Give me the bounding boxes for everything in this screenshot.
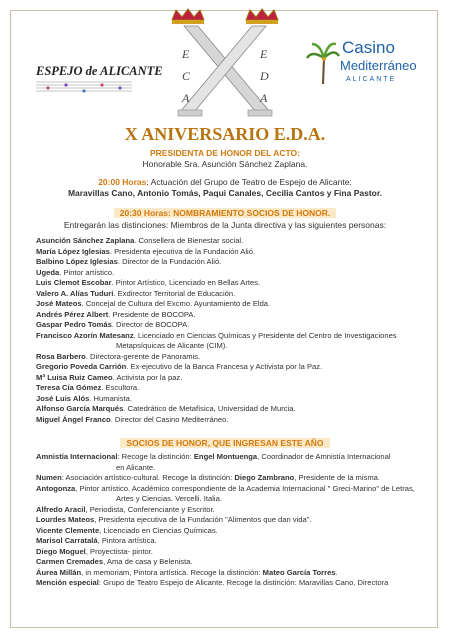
actuacion-line — [0, 177, 450, 187]
presenter-row — [36, 373, 431, 384]
presenter-desc: . Catedrático de Metafísica, Universidad de Murcia. — [123, 404, 296, 413]
crossed-pillars-icon — [178, 26, 272, 116]
socio-desc: , Periodista, Conferenciante y Escritor. — [85, 504, 215, 514]
casino-word: Casino — [342, 38, 395, 57]
socio-row — [36, 515, 431, 526]
presenter-row — [36, 257, 431, 268]
presenter-desc: . Ex-ejecutivo de la Banca Francesa y Activista por la Paz. — [126, 362, 323, 371]
nombramiento-intro: Entregarán las distinciones: Miembros de la Junta directiva y las siguientes personas: — [63, 220, 387, 230]
presenter-name: María López Iglesias — [36, 246, 110, 256]
presenter-desc: . Escultora. — [101, 383, 140, 392]
socios-band — [0, 438, 450, 448]
socio-desc-tail: , Presidente de la misma. — [294, 473, 380, 482]
presenter-row — [36, 278, 431, 289]
socio-name: Marisol Carratalá — [36, 536, 98, 545]
socio-name: Carmen Cremades — [36, 557, 104, 566]
socio-desc: , Pintor artístico. Académico correspondiente de la Academia Internacional " Greci-Marino" de Letras, — [75, 483, 415, 493]
presenter-name: Gregorio Poveda Carrión — [36, 362, 127, 371]
letter-a-right: A — [260, 91, 268, 105]
socios-list — [36, 452, 431, 589]
socio-row — [36, 578, 431, 589]
socios-heading: SOCIOS DE HONOR, QUE INGRESAN ESTE AÑO — [120, 438, 329, 448]
presenter-name: Valero A. Alías Tudurí — [36, 288, 114, 298]
socio-desc: , Licenciado en Ciencias Químicas. — [99, 525, 218, 535]
presenter-name: Rosa Barbero — [36, 351, 86, 361]
presenter-desc: . Directora-gerente de Panoramis. — [85, 351, 201, 361]
presenter-name: José Mateos — [36, 299, 82, 308]
presenter-name: Luis Clemot Escobar — [36, 278, 112, 287]
socio-name: Alfredo Aracil — [36, 504, 86, 514]
socio-row — [36, 505, 431, 516]
socio-desc: , Presidenta ejecutiva de la Fundación "Alimentos que dan vida". — [94, 515, 312, 524]
presenter-desc: . Presidenta ejecutiva de la Fundación Alió. — [109, 246, 256, 256]
page-title: X ANIVERSARIO E.D.A. — [124, 124, 326, 144]
socio-row — [36, 484, 431, 495]
presenter-name: Miguel Ángel Franco — [36, 414, 111, 424]
presenter-name: Francisco Azorín Matesanz — [36, 330, 134, 340]
presenter-desc: . Presidente de BOCOPA. — [108, 309, 196, 319]
letter-a-left: A — [182, 91, 190, 105]
presenter-name: Mª Luisa Ruiz Cameo — [36, 372, 113, 382]
socio-desc-continued: Artes y Ciencias. Vercelli. Italia. — [116, 494, 222, 503]
socio-name: Áurea Millán — [36, 567, 82, 577]
letter-c-left: C — [182, 69, 191, 83]
presenter-row — [36, 268, 431, 279]
mediterraneo-word: Mediterráneo — [340, 58, 417, 73]
presenter-row — [36, 383, 431, 394]
presenter-desc: . Consellera de Bienestar social. — [134, 236, 244, 245]
socio-desc: , Pintora artística. — [97, 536, 157, 545]
socio-row — [36, 473, 431, 484]
socio-name: Mención especial — [36, 578, 99, 587]
alicante-word: ALICANTE — [346, 76, 397, 83]
socio-name: Diego Moguel — [36, 546, 86, 556]
socio-row — [36, 557, 431, 568]
socio-desc: : Recoge la distinción: — [117, 452, 194, 461]
presenter-desc: . Director de la Fundación Alió. — [117, 257, 222, 266]
socio-desc-continued: en Alicante. — [116, 462, 156, 472]
presenter-row — [36, 362, 431, 373]
socio-desc: : Grupo de Teatro Espejo de Alicante — [98, 578, 223, 587]
presenter-name: Asunción Sánchez Zaplana — [36, 236, 135, 245]
crown-right-icon — [246, 9, 278, 24]
presenter-desc: . Activista por la paz. — [112, 372, 183, 382]
presidenta-name: Honorable Sra. Asunción Sánchez Zaplana. — [142, 159, 308, 169]
actuacion-text: : Actuación del Grupo de Teatro de Espejo de Alicante: — [146, 177, 352, 187]
socio-recipient: Diego Zambrano — [234, 473, 295, 482]
letter-e-right: E — [260, 47, 268, 61]
socio-name: Antogonza — [36, 483, 76, 493]
presenter-desc: . Exdirector Territorial de Educación. — [113, 288, 236, 298]
socio-desc-tail: . — [335, 567, 338, 577]
presenter-desc: . Humanista. — [89, 393, 132, 403]
presenter-desc: . Pintor Artístico, Licenciado en Bellas Artes. — [111, 278, 261, 287]
socio-name: Lourdes Mateos — [36, 515, 95, 524]
socio-desc-tail: . Recoge la distinción: Maravillas Cano, Directora — [222, 578, 389, 587]
logo-text: ESPEJO de ALICANTE — [36, 64, 163, 78]
presenter-row — [36, 331, 431, 342]
socio-recipient: Mateo García Torres — [262, 567, 336, 577]
nombramiento-heading: 20:30 Horas: NOMBRAMIENTO SOCIOS DE HONOR. — [114, 208, 337, 218]
socio-desc-tail: , Coordinador de Amnistía Internacional — [257, 452, 391, 461]
letter-d-right: D — [260, 69, 269, 83]
presenter-desc: . Concejal de Cultura del Excmo. Ayuntamiento de Elda. — [81, 299, 271, 308]
presenter-row — [36, 415, 431, 426]
socio-desc: , in memoriam, Pintora artística. Recoge la distinción: — [81, 567, 263, 577]
presenter-name: Teresa Cía Gómez — [36, 383, 102, 392]
actuacion-cast: Maravillas Cano, Antonio Tomás, Paqui Canales, Cecilia Cantos y Fina Pastor. — [67, 188, 383, 198]
presenter-desc: . Director de BOCOPA. — [111, 320, 190, 329]
socio-desc: , Ama de casa y Belenista. — [103, 557, 193, 566]
actuacion-time: 20:00 Horas — [98, 177, 147, 187]
socio-desc: , Proyectista- pintor. — [85, 546, 153, 556]
presenter-row — [36, 236, 431, 247]
socio-recipient: Engel Montuenga — [193, 452, 258, 461]
socio-desc: : Asociación artístico-cultural. Recoge la distinción: — [61, 473, 235, 482]
presenter-name: Alfonso García Marqués — [36, 404, 124, 413]
socio-name: Numen — [36, 473, 62, 482]
music-staff-icon — [36, 80, 132, 94]
presenters-list — [36, 236, 431, 425]
presenter-name: Andrés Pérez Albert — [36, 309, 109, 319]
presenter-name: Gaspar Pedro Tomás — [36, 320, 112, 329]
presenter-row — [36, 289, 431, 300]
presenter-row — [36, 320, 431, 331]
presenter-row — [36, 352, 431, 363]
presenter-row — [36, 404, 431, 415]
casino-mediterraneo-logo — [306, 36, 418, 96]
socio-row — [36, 526, 431, 537]
presidenta-heading: PRESIDENTA DE HONOR DEL ACTO: — [149, 148, 301, 158]
presenter-desc: . Licenciado en Ciencias Químicas y Presidente del Centro de Investigaciones — [133, 330, 397, 340]
presenter-row — [36, 394, 431, 405]
letter-e-left: E — [182, 47, 190, 61]
palm-tree-icon — [306, 40, 340, 84]
socio-name: Amnistía Internacional — [36, 452, 118, 461]
presenter-name: Ugeda — [36, 267, 60, 277]
nombramiento-band — [0, 208, 450, 218]
socio-row — [36, 536, 431, 547]
presenter-row — [36, 299, 431, 310]
presenter-row — [36, 247, 431, 258]
presenter-desc: . Director del Casino Mediterráneo. — [110, 414, 229, 424]
presenter-desc: . Pintor artístico. — [59, 267, 115, 277]
espejo-de-alicante-logo — [36, 58, 163, 94]
socio-name: Vicente Clemente — [36, 525, 100, 535]
socio-row — [36, 452, 431, 463]
presenter-desc-continued: Metapsíquicas de Alicante (CIM). — [116, 341, 228, 350]
eda-crowned-pillars-logo — [158, 8, 292, 120]
socio-row — [36, 547, 431, 558]
presenter-name: Balbino López Iglesias — [36, 257, 118, 266]
presenter-row — [36, 310, 431, 321]
presenter-name: José Luis Alós — [36, 393, 90, 403]
socio-row — [36, 568, 431, 579]
crown-left-icon — [172, 9, 204, 24]
